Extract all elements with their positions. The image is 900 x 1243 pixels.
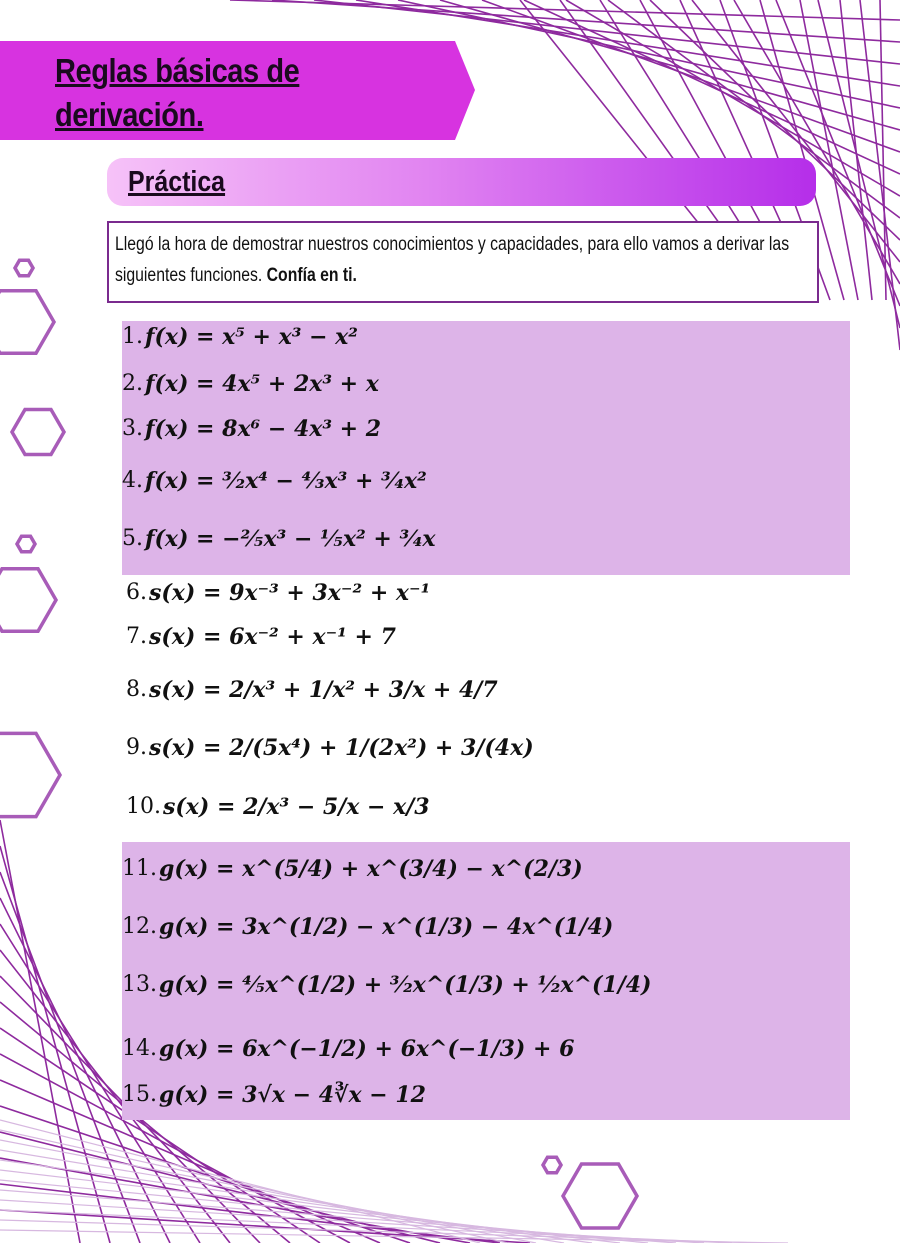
exercise-item: 2. f(x) = 4x⁵ + 2x³ + x — [122, 371, 379, 397]
decorative-line — [0, 1210, 732, 1243]
exercise-item: 3. f(x) = 8x⁶ − 4x³ + 2 — [122, 416, 382, 442]
hexagon-shape — [563, 1164, 637, 1228]
exercise-item: 1. f(x) = x⁵ + x³ − x² — [122, 324, 358, 350]
exercise-item: 7. s(x) = 6x⁻² + x⁻¹ + 7 — [126, 624, 396, 650]
intro-emphasis: Confía en ti. — [266, 265, 357, 286]
decorative-line — [0, 1158, 470, 1243]
hexagon-shape — [0, 569, 56, 631]
intro-box — [107, 221, 819, 303]
exercise-item: 4. f(x) = ³⁄₂x⁴ − ⁴⁄₃x³ + ³⁄₄x² — [122, 468, 427, 494]
hexagon-shape — [15, 260, 33, 276]
page-title-line-2: derivación. — [55, 96, 204, 133]
page-title-line-1: Reglas básicas de — [55, 52, 300, 89]
hexagon-shape — [17, 536, 35, 552]
hexagon-shape — [12, 410, 64, 455]
exercise-item: 12. g(x) = 3x^(1/2) − x^(1/3) − 4x^(1/4) — [122, 914, 614, 940]
exercise-item: 9. s(x) = 2/(5x⁴) + 1/(2x²) + 3/(4x) — [126, 735, 534, 761]
exercise-item: 13. g(x) = ⁴⁄₅x^(1/2) + ³⁄₂x^(1/3) + ¹⁄₂x^(1/4) — [122, 972, 652, 998]
exercise-item: 14. g(x) = 6x^(−1/2) + 6x^(−1/3) + 6 — [122, 1036, 575, 1062]
exercise-item: 11. g(x) = x^(5/4) + x^(3/4) − x^(2/3) — [122, 856, 583, 882]
intro-body: Llegó la hora de demostrar nuestros conocimientos y capacidades, para ello vamos a derivar las siguientes funciones. — [115, 234, 790, 286]
decorative-line — [0, 846, 110, 1243]
intro-text — [115, 229, 796, 291]
exercise-item: 6. s(x) = 9x⁻³ + 3x⁻² + x⁻¹ — [126, 580, 431, 606]
section-subtitle: Práctica — [128, 166, 226, 198]
decorative-line — [860, 0, 900, 350]
exercise-item: 5. f(x) = −²⁄₅x³ − ¹⁄₅x² + ³⁄₄x — [122, 526, 436, 552]
hexagon-shape — [543, 1157, 561, 1173]
decorative-line — [840, 0, 872, 300]
hexagon-shape — [0, 733, 60, 816]
page-title — [55, 49, 372, 137]
exercise-item: 10. s(x) = 2/x³ − 5/x − x/3 — [126, 794, 430, 820]
exercise-item: 8. s(x) = 2/x³ + 1/x² + 3/x + 4/7 — [126, 677, 498, 703]
exercise-item: 15. g(x) = 3√x − 4∛x − 12 — [122, 1082, 426, 1108]
hexagon-shape — [0, 291, 54, 353]
decorative-line — [230, 0, 900, 20]
